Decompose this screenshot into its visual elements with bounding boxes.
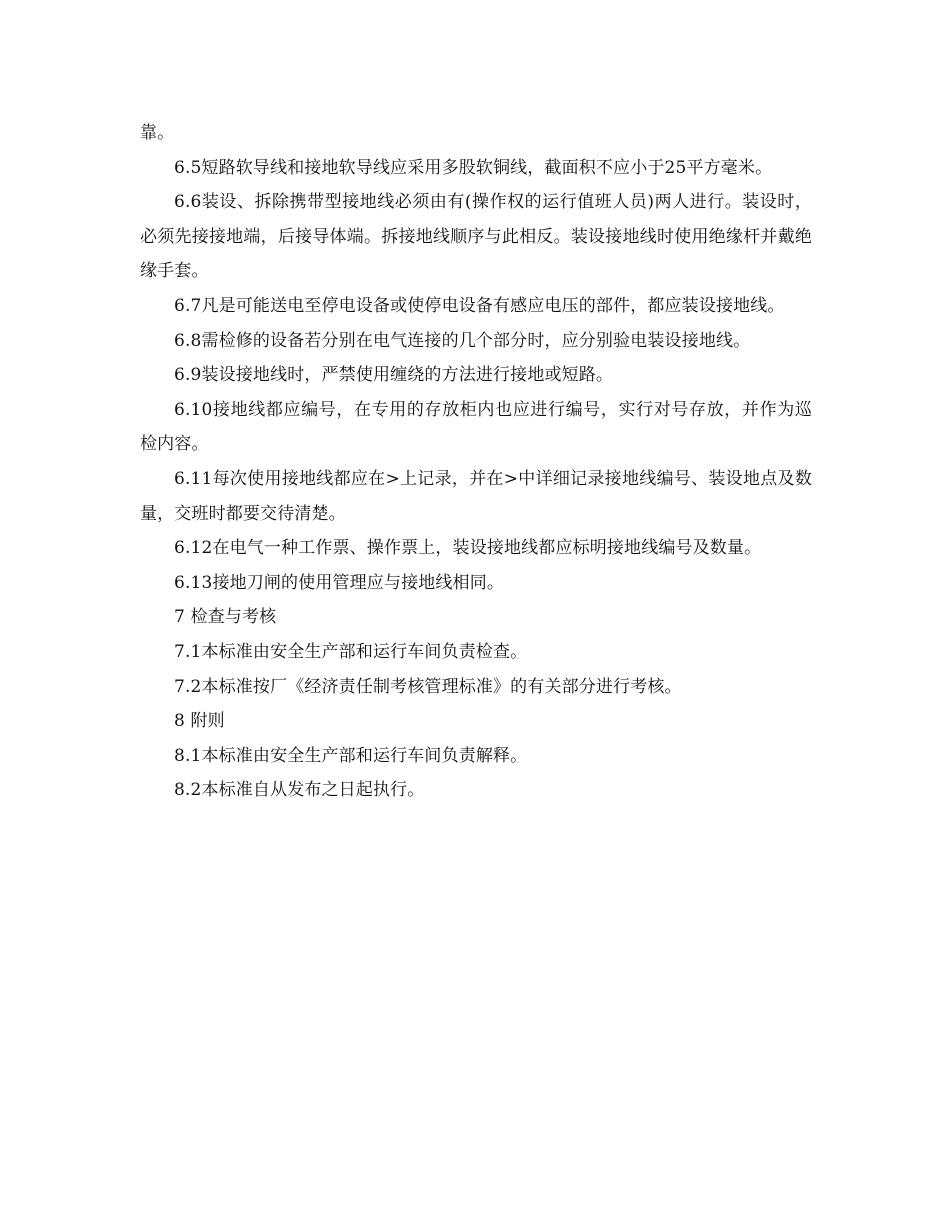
- section-heading-8: 8 附则: [174, 711, 225, 732]
- paragraph-8-2: 8.2本标准自从发布之日起执行。: [174, 780, 425, 801]
- paragraph-6-11: 6.11每次使用接地线都应在>上记录，并在>中详细记录接地线编号、装设地点及数量，交班时都要交待清楚。: [140, 468, 812, 524]
- paragraph-8-1: 8.1本标准由安全生产部和运行车间负责解释。: [174, 745, 528, 766]
- paragraph-6-12: 6.12在电气一种工作票、操作票上，装设接地线都应标明接地线编号及数量。: [174, 538, 762, 559]
- paragraph-6-10: 6.10接地线都应编号，在专用的存放柜内也应进行编号，实行对号存放，并作为巡检内容。: [140, 399, 812, 455]
- paragraph-6-5: 6.5短路软导线和接地软导线应采用多股软铜线，截面积不应小于25平方毫米。: [174, 157, 773, 178]
- document-body: [140, 116, 812, 808]
- section-heading-7: 7 检查与考核: [174, 607, 277, 628]
- paragraph-6-9: 6.9装设接地线时，严禁使用缠绕的方法进行接地或短路。: [174, 365, 614, 386]
- paragraph-7-1: 7.1本标准由安全生产部和运行车间负责检查。: [174, 641, 528, 662]
- paragraph-6-8: 6.8需检修的设备若分别在电气连接的几个部分时，应分别验电装设接地线。: [174, 330, 751, 351]
- paragraph-continuation: 靠。: [140, 123, 175, 143]
- paragraph-6-13: 6.13接地刀闸的使用管理应与接地线相同。: [174, 572, 505, 593]
- paragraph-6-6: 6.6装设、拆除携带型接地线必须由有(操作权的运行值班人员)两人进行。装设时，必须先接接地端，后接导体端。拆接地线顺序与此相反。装设接地线时使用绝缘杆并戴绝缘手套。: [140, 192, 812, 282]
- paragraph-6-7: 6.7凡是可能送电至停电设备或使停电设备有感应电压的部件，都应装设接地线。: [174, 295, 785, 316]
- paragraph-7-2: 7.2本标准按厂《经济责任制考核管理标准》的有关部分进行考核。: [174, 676, 682, 697]
